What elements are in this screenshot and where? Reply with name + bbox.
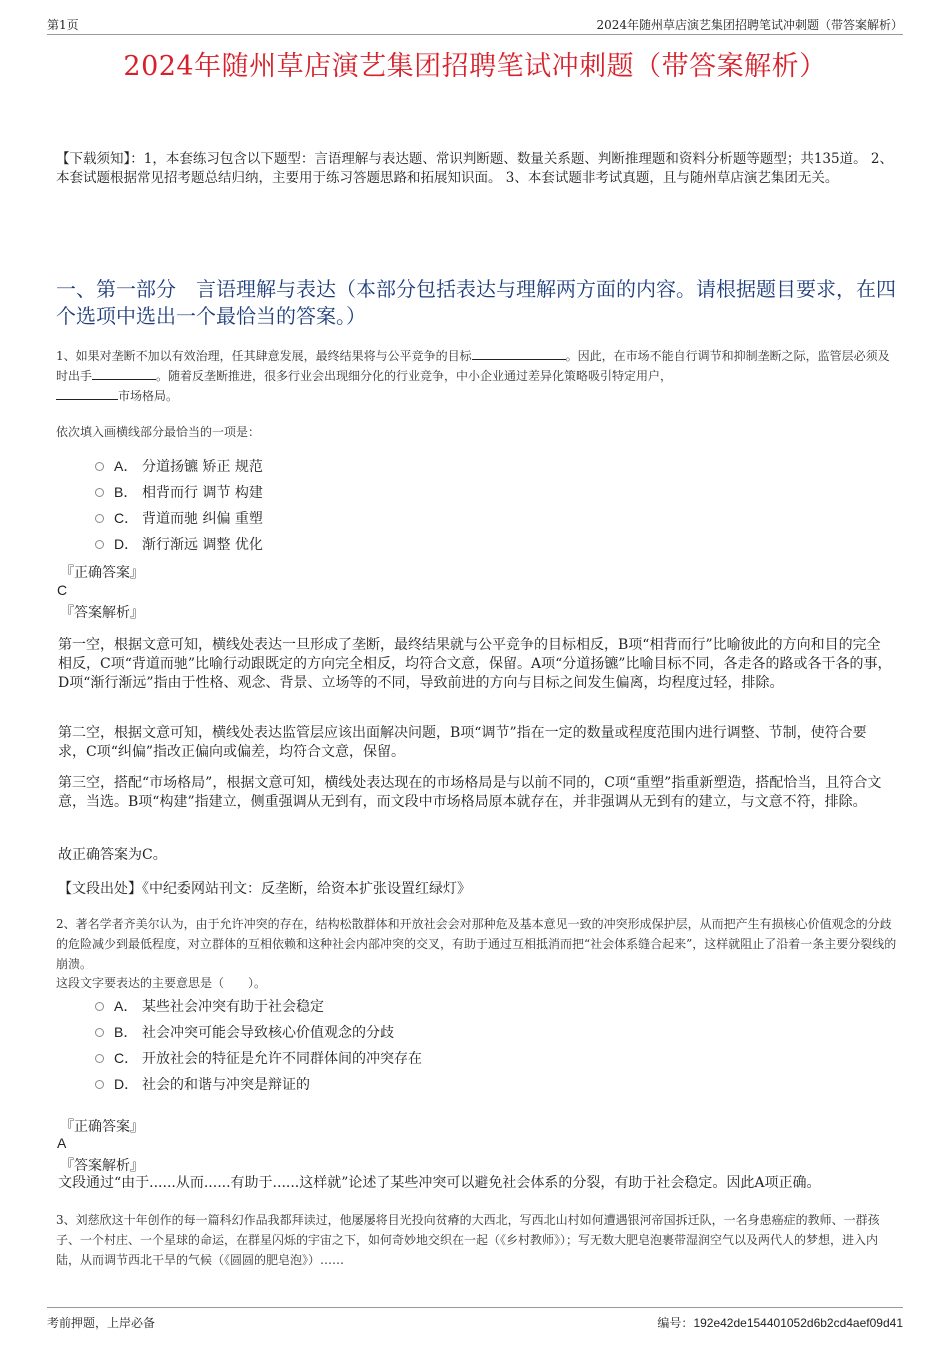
q1-blank-2 bbox=[92, 366, 156, 380]
section-heading: 一、第一部分 言语理解与表达（本部分包括表达与理解两方面的内容。请根据题目要求，在四个选项中选出一个最恰当的答案。） bbox=[56, 277, 896, 328]
q1-blank-1 bbox=[472, 346, 566, 360]
option-text: 背道而驰 纠偏 重塑 bbox=[142, 511, 263, 527]
radio-icon[interactable] bbox=[95, 1054, 104, 1063]
option-key: B． bbox=[114, 484, 138, 500]
page-header bbox=[47, 14, 903, 35]
radio-icon[interactable] bbox=[95, 1002, 104, 1011]
analysis-paragraph: 第三空，搭配“市场格局”，根据文意可知，横线处表达现在的市场格局是与以前不同的，C项“重塑”指重新塑造，搭配恰当，且符合文意，当选。B项“构建”指建立，侧重强调从无到有，而文段中市场格局原本就存在，并非强调从无到有的建立，与文意不符，排除。 bbox=[58, 775, 882, 810]
footer-code-value: 192e42de154401052d6b2cd4aef09d41 bbox=[693, 1316, 903, 1330]
footer-code-label: 编号： bbox=[657, 1316, 694, 1330]
option-key: B． bbox=[114, 1024, 138, 1040]
option-a[interactable] bbox=[95, 453, 263, 479]
option-text: 社会的和谐与冲突是辩证的 bbox=[142, 1077, 310, 1093]
radio-icon[interactable] bbox=[95, 514, 104, 523]
correct-answer-label: 『正确答案』 bbox=[60, 565, 144, 581]
option-text: 分道扬镳 矫正 规范 bbox=[142, 459, 263, 475]
question-2-prompt: 这段文字要表达的主要意思是（ ）。 bbox=[56, 976, 267, 990]
question-1-prompt: 依次填入画横线部分最恰当的一项是： bbox=[56, 425, 261, 439]
option-d[interactable] bbox=[95, 531, 263, 557]
option-key: A． bbox=[114, 998, 138, 1014]
correct-answer: A bbox=[57, 1135, 67, 1151]
option-key: D． bbox=[114, 536, 139, 552]
analysis-paragraph: 第二空，根据文意可知，横线处表达监管层应该出面解决问题，B项“调节”指在一定的数量或程度范围内进行调整、节制，使符合要求，C项“纠偏”指改正偏向或偏差，均符合文意，保留。 bbox=[58, 725, 867, 760]
footer-slogan: 考前押题，上岸必备 bbox=[47, 1316, 156, 1330]
correct-answer: C bbox=[57, 582, 68, 598]
q1-text-part2: 。因此，在市场不能自行调节和抑制垄断之际，监管层必须及时出手 bbox=[56, 349, 890, 383]
radio-icon[interactable] bbox=[95, 1028, 104, 1037]
question-3-stem: 3、刘慈欣这十年创作的每一篇科幻作品我都拜读过，他屡屡将目光投向贫瘠的大西北，写西北山村如何遭遇银河帝国拆迁队，一名身患癌症的教师、一群孩子、一个村庄、一个星球的命运，在群星闪烁的宇宙之下，如何奇妙地交织在一起（《乡村教师》）；写无数大肥皂泡裹带湿润空气以及两代人的梦想，进入内陆，从而调节西北干旱的气候（《圆圆的肥皂泡》）…… bbox=[56, 1213, 880, 1267]
footer-code bbox=[657, 1314, 903, 1331]
correct-answer-label: 『正确答案』 bbox=[60, 1119, 144, 1135]
radio-icon[interactable] bbox=[95, 488, 104, 497]
question-2-options bbox=[95, 993, 422, 1097]
option-text: 某些社会冲突有助于社会稳定 bbox=[142, 999, 324, 1015]
q1-text-part3: 。随着反垄断推进，很多行业会出现细分化的行业竞争，中小企业通过差异化策略吸引特定用户， bbox=[156, 369, 673, 383]
source-citation: 【文段出处】《中纪委网站刊文：反垄断，给资本扩张设置红绿灯》 bbox=[58, 881, 471, 897]
option-b[interactable] bbox=[95, 1019, 422, 1045]
page-number: 第1页 bbox=[47, 18, 79, 32]
option-d[interactable] bbox=[95, 1071, 422, 1097]
q1-text-part1: 1、如果对垄断不加以有效治理，任其肆意发展，最终结果将与公平竞争的目标 bbox=[56, 349, 472, 363]
option-text: 渐行渐远 调整 优化 bbox=[142, 537, 263, 553]
question-2-stem: 2、著名学者齐美尔认为，由于允许冲突的存在，结构松散群体和开放社会会对那种危及基本意见一致的冲突形成保护层，从而把产生有损核心价值观念的分歧的危险减少到最低程度，对立群体的互相依赖和这种社会内部冲突的交叉，有助于通过互相抵消而把“社会体系缝合起来”，这样就阻止了沿着一条主要分裂线的崩溃。 bbox=[56, 917, 897, 971]
question-1-options bbox=[95, 453, 263, 557]
analysis-paragraph: 第一空，根据文意可知，横线处表达一旦形成了垄断，最终结果就与公平竞争的目标相反，B项“相背而行”比喻彼此的方向和目的完全相反，C项“背道而驰”比喻行动跟既定的方向完全相反，均符合文意，保留。A项“分道扬镳”比喻目标不同，各走各的路或各干各的事，D项“渐行渐远”指由于性格、观念、背景、立场等的不同，导致前进的方向与目标之间发生偏离，均程度过轻，排除。 bbox=[58, 637, 892, 691]
analysis-label: 『答案解析』 bbox=[60, 605, 144, 621]
option-key: A． bbox=[114, 458, 138, 474]
option-key: D． bbox=[114, 1076, 139, 1092]
page-footer bbox=[47, 1307, 903, 1332]
option-key: C． bbox=[114, 1050, 139, 1066]
q1-blank-3 bbox=[56, 386, 118, 400]
option-key: C． bbox=[114, 510, 139, 526]
radio-icon[interactable] bbox=[95, 1080, 104, 1089]
radio-icon[interactable] bbox=[95, 540, 104, 549]
option-text: 开放社会的特征是允许不同群体间的冲突存在 bbox=[142, 1051, 422, 1067]
option-a[interactable] bbox=[95, 993, 422, 1019]
q1-text-part4: 市场格局。 bbox=[118, 389, 179, 403]
analysis-paragraph: 文段通过“由于......从而......有助于......这样就”论述了某些冲突可以避免社会体系的分裂，有助于社会稳定。因此A项正确。 bbox=[58, 1175, 821, 1191]
option-b[interactable] bbox=[95, 479, 263, 505]
analysis-conclusion: 故正确答案为C。 bbox=[58, 847, 167, 863]
option-c[interactable] bbox=[95, 505, 263, 531]
radio-icon[interactable] bbox=[95, 462, 104, 471]
option-text: 社会冲突可能会导致核心价值观念的分歧 bbox=[142, 1025, 394, 1041]
header-doc-title: 2024年随州草店演艺集团招聘笔试冲刺题（带答案解析） bbox=[596, 18, 903, 32]
option-c[interactable] bbox=[95, 1045, 422, 1071]
option-text: 相背而行 调节 构建 bbox=[142, 485, 263, 501]
document-title: 2024年随州草店演艺集团招聘笔试冲刺题（带答案解析） bbox=[123, 51, 827, 82]
download-notice: 【下载须知】：1，本套练习包含以下题型：言语理解与表达题、常识判断题、数量关系题、判断推理题和资料分析题等题型；共135道。 2、本套试题根据常见招考题总结归纳，主要用于练习答题思路和拓展知识面。 3、本套试题非考试真题，且与随州草店演艺集团无关。 bbox=[56, 151, 893, 186]
question-1-stem bbox=[56, 346, 901, 406]
analysis-label: 『答案解析』 bbox=[60, 1158, 144, 1174]
